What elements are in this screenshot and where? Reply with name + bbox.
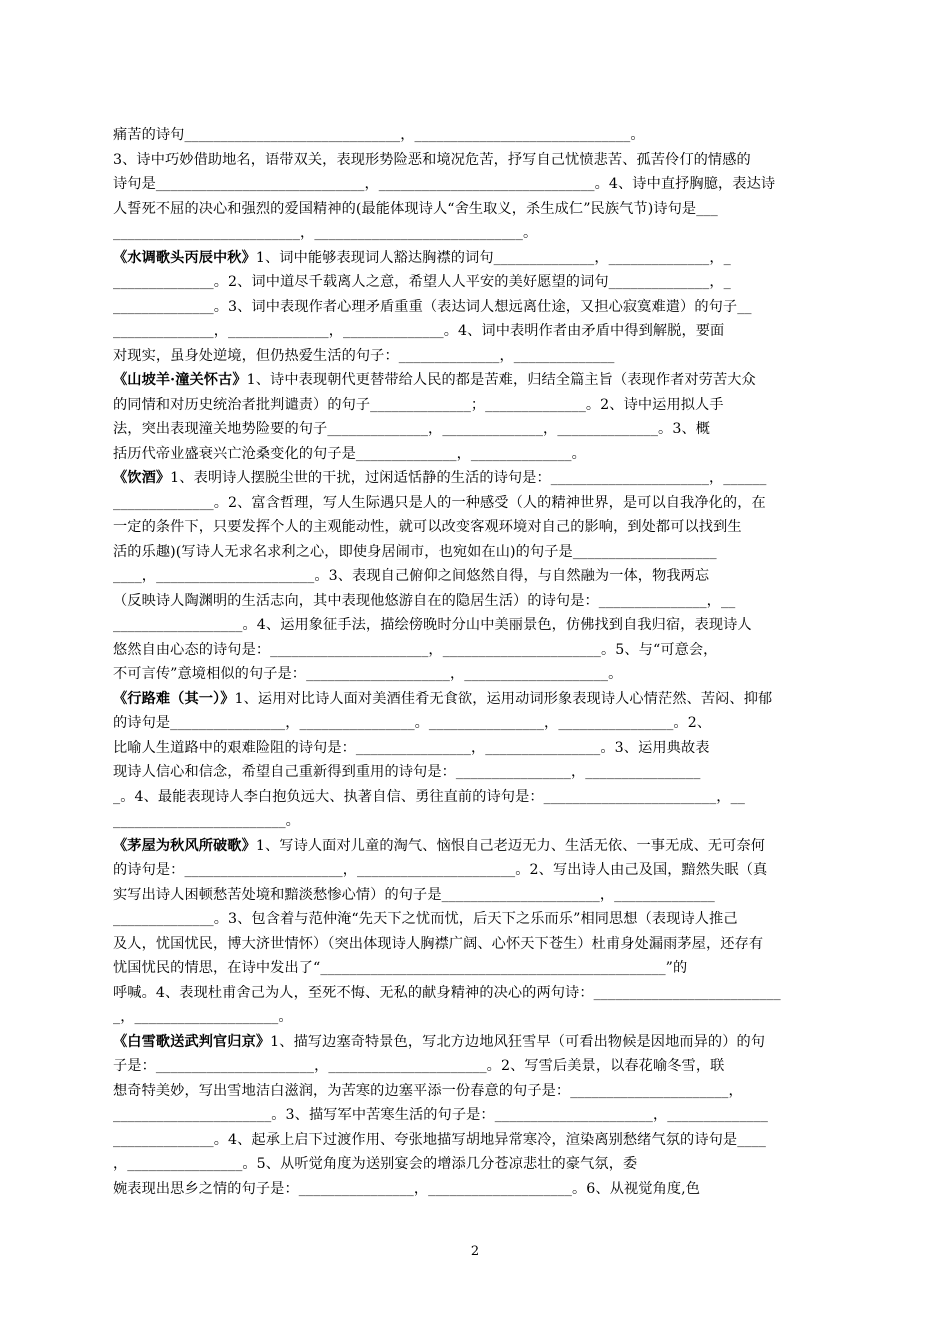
text-line: 实写出诗人困顿愁苦处境和黯淡愁惨心情）的句子是______________________，______________ [113, 886, 715, 903]
poem-title: 《山坡羊·潼关怀古》 [113, 372, 247, 388]
poem-title: 《行路难（其一）》 [113, 690, 235, 707]
text-line: 法，突出表现潼关地势险要的句子______________，______________，______________。3、概 [113, 421, 711, 437]
text-line: ______________。4、起承上启下过渡作用、夸张地描写胡地异常寒冷，渲染离别愁绪气氛的诗句是____ [113, 1131, 766, 1148]
text-line: 忧国忧民的情思，在诗中发出了“________________________________________________”的 [113, 960, 688, 976]
text-line: ______________。3、包含着与范仲淹“先天下之忧而忧，后天下之乐而乐”相同思想（表现诗人推己 [113, 911, 738, 927]
text-line: ______________。2、词中道尽千载离人之意，希望人人平安的美好愿望的词句______________，_ [113, 274, 731, 290]
text-line: 呼喊。4、表现杜甫舍己为人，至死不悔、无私的献身精神的决心的两句诗：__________________________ [113, 984, 781, 1001]
text-line: 想奇特美妙，写出雪地洁白滋润，为苦寒的边塞平添一份春意的句子是：______________________， [113, 1082, 743, 1099]
poem-title: 《白雪歌送武判官归京》 [113, 1033, 271, 1050]
text-line: __________________。4、运用象征手法，描绘傍晚时分山中美丽景色，仿佛找到自我归宿，表现诗人 [113, 617, 752, 633]
text-line: 痛苦的诗句______________________________，______________________________。 [113, 127, 645, 143]
text-line: 括历代帝业盛衰兴亡沧桑变化的句子是______________，______________。 [113, 445, 586, 462]
text-line: 及人，忧国忧民，博大济世情怀）（突出体现诗人胸襟广阔、心怀天下苍生）杜甫身处漏雨茅屋，还存有 [113, 935, 764, 952]
text-line: _。4、最能表现诗人李白抱负远大、执著自信、勇往直前的诗句是：________________________，__ [113, 788, 745, 805]
text-line: 活的乐趣)(写诗人无求名求利之心，即使身居闹市，也宛如在山)的句子是____________________ [113, 543, 717, 560]
text-line: 诗句是_____________________________，______________________________。4、诗中直抒胸臆，表达诗 [113, 176, 776, 192]
text-line: 《水调歌头丙辰中秋》1、词中能够表现词人豁达胸襟的词句______________，______________，_ [113, 249, 731, 266]
text-line: 《饮酒》1、表明诗人摆脱尘世的干扰，过闲适恬静的生活的诗句是：______________________，______ [113, 470, 767, 486]
text-body [113, 123, 838, 1201]
text-line: 一定的条件下，只要发挥个人的主观能动性，就可以改变客观环境对自己的影响，到处都可以找到生 [113, 519, 742, 535]
poem-title: 《茅屋为秋风所破歌》 [113, 837, 256, 854]
text-line: 的诗句是：______________________，______________________。2、写出诗人由己及国，黯然失眠（真 [113, 862, 768, 878]
poem-title: 《饮酒》 [113, 470, 171, 486]
text-line: ________________________。 [113, 813, 300, 829]
text-line: （反映诗人陶渊明的生活志向，其中表现他悠游自在的隐居生活）的诗句是：_______________，__ [113, 592, 736, 609]
text-line: 悠然自由心态的诗句是：______________________，______________________。5、与“可意会， [113, 641, 718, 658]
text-line: ______________。2、富含哲理，写人生际遇只是人的一种感受（人的精神世界，是可以自我净化的，在 [113, 494, 766, 511]
text-line: 比喻人生道路中的艰难险阻的诗句是：________________，________________。3、运用典故表 [113, 739, 710, 756]
text-line: ______________________。3、描写军中苦寒生活的句子是：______________________，______________ [113, 1107, 768, 1123]
text-line: ______________，______________，______________。4、词中表明作者由矛盾中得到解脱，要面 [113, 323, 725, 339]
text-line: 对现实，虽身处逆境，但仍热爱生活的句子：______________，______________ [113, 347, 615, 364]
text-line: 现诗人信心和信念，希望自己重新得到重用的诗句是：________________，________________ [113, 764, 701, 780]
text-line: 《山坡羊·潼关怀古》1、诗中表现朝代更替带给人民的都是苦难，归结全篇主旨（表现作者对劳苦大众 [113, 372, 756, 388]
text-line: 《茅屋为秋风所破歌》1、写诗人面对儿童的淘气、恼恨自己老迈无力、生活无依、一事无成、无可奈何 [113, 837, 766, 854]
text-line: 婉表现出思乡之情的句子是：________________，____________________。6、从视觉角度,色 [113, 1180, 701, 1197]
text-line: 子是：______________________，______________________。2、写雪后美景，以春花喻冬雪，联 [113, 1058, 725, 1074]
text-line: 3、诗中巧妙借助地名，语带双关，表现形势险恶和境况危苦，抒写自己忧愤悲苦、孤苦伶仃的情感的 [113, 151, 751, 168]
text-line: 不可言传”意境相似的句子是：____________________，____________________。 [113, 666, 623, 682]
text-line: _，____________________。 [113, 1009, 293, 1025]
text-line: ，________________。5、从听觉角度为送别宴会的增添几分苍凉悲壮的豪气氛，委 [113, 1156, 638, 1172]
text-line: 《白雪歌送武判官归京》1、描写边塞奇特景色，写北方边地风狂雪早（可看出物候是因地而异的）的句 [113, 1033, 766, 1050]
page-number: 2 [470, 1244, 480, 1259]
text-line: 的诗句是________________，________________。________________，________________。2、 [113, 715, 712, 731]
text-line: ____，______________________。3、表现自己俯仰之间悠然自得，与自然融为一体，物我两忘 [113, 568, 710, 584]
text-line: __________________________，_____________________________。 [113, 225, 538, 241]
text-line: 人誓死不屈的决心和强烈的爱国精神的(最能体现诗人“舍生取义，杀生成仁”民族气节)诗句是___ [113, 200, 718, 217]
poem-title: 《水调歌头丙辰中秋》 [113, 249, 256, 266]
text-line: 的同情和对历史统治者批判谴责）的句子______________；______________。2、诗中运用拟人手 [113, 396, 724, 413]
text-line: ______________。3、词中表现作者心理矛盾重重（表达词人想远离仕途，又担心寂寞难遣）的句子__ [113, 298, 752, 315]
text-line: 《行路难（其一）》1、运用对比诗人面对美酒佳肴无食欲，运用动词形象表现诗人心情茫然、苦闷、抑郁 [113, 690, 773, 707]
